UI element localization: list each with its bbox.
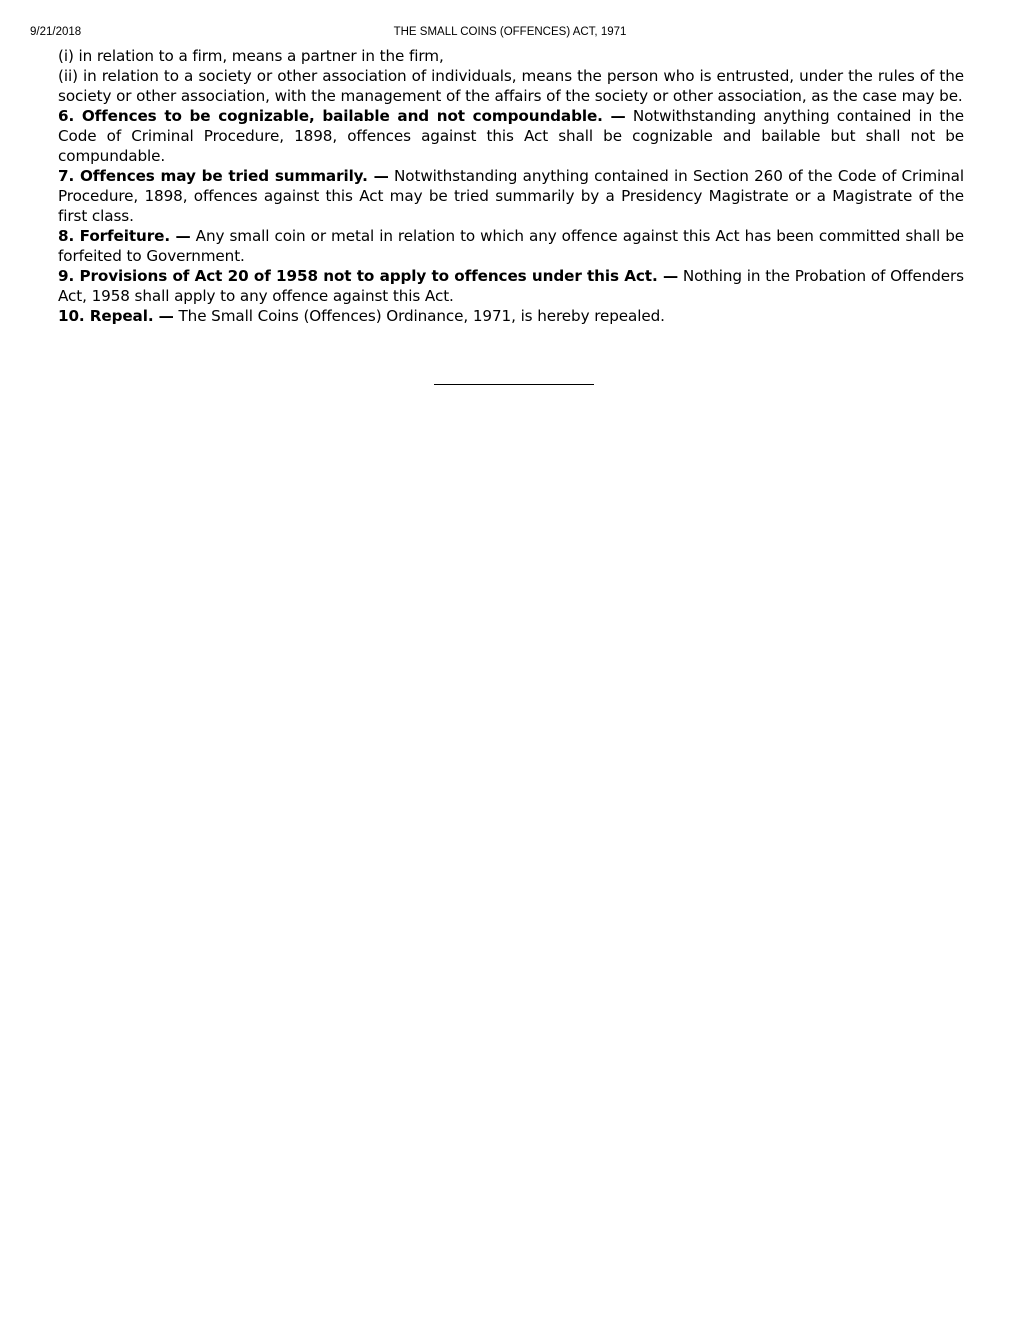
clause-firm: (i) in relation to a firm, means a partner in the firm, bbox=[58, 47, 444, 65]
page-header bbox=[30, 24, 990, 40]
document-title: THE SMALL COINS (OFFENCES) ACT, 1971 bbox=[393, 26, 627, 38]
section-8-text: Any small coin or metal in relation to which any offence against this Act has been committed shall be forfeited to Government. bbox=[58, 227, 964, 265]
section-8-heading: 8. Forfeiture. — bbox=[58, 227, 191, 245]
section-6-text: Notwithstanding anything contained in the Code of Criminal Procedure, 1898, offences against this Act shall be cognizable and bailable but shall not be compundable. bbox=[58, 107, 964, 165]
section-7-heading: 7. Offences may be tried summarily. — bbox=[58, 167, 389, 185]
section-8 bbox=[58, 226, 964, 266]
section-9 bbox=[58, 266, 964, 306]
print-date: 9/21/2018 bbox=[30, 26, 82, 38]
end-of-document-rule bbox=[434, 384, 594, 385]
section-7 bbox=[58, 166, 964, 226]
clause-society: (ii) in relation to a society or other association of individuals, means the person who is entrusted, under the rules of the society or other association, with the management of the affairs of the society or other association, as the case may be. bbox=[58, 67, 964, 105]
section-10-heading: 10. Repeal. — bbox=[58, 307, 174, 325]
section-9-text: Nothing in the Probation of Offenders Act, 1958 shall apply to any offence against this Act. bbox=[58, 267, 964, 305]
section-10-text: The Small Coins (Offences) Ordinance, 1971, is hereby repealed. bbox=[173, 307, 665, 325]
section-9-heading: 9. Provisions of Act 20 of 1958 not to apply to offences under this Act. — bbox=[58, 267, 679, 285]
document-body bbox=[58, 46, 964, 326]
section-10 bbox=[58, 306, 964, 326]
section-6 bbox=[58, 106, 964, 166]
section-7-text: Notwithstanding anything contained in Section 260 of the Code of Criminal Procedure, 1898, offences against this Act may be tried summarily by a Presidency Magistrate or a Magistrate of the first class. bbox=[58, 167, 964, 225]
section-6-heading: 6. Offences to be cognizable, bailable and not compoundable. — bbox=[58, 107, 626, 125]
